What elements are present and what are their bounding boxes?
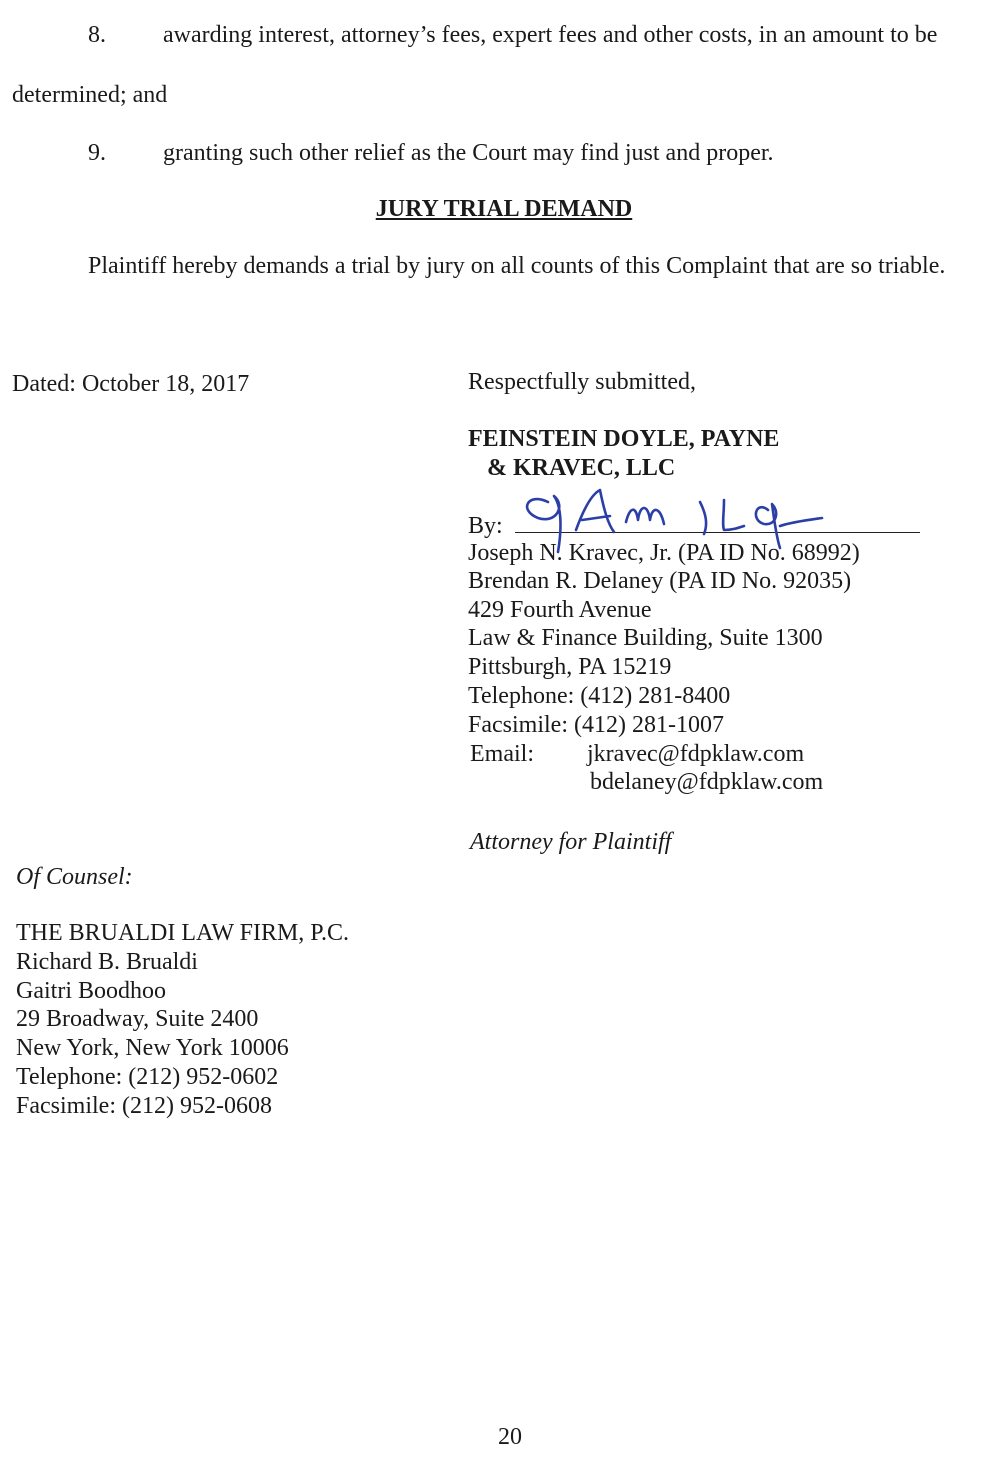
counsel-firm-name: THE BRUALDI LAW FIRM, P.C. [16,920,349,946]
counsel-line: Brendan R. Delaney (PA ID No. 92035) [468,568,852,594]
firm-name-line1: FEINSTEIN DOYLE, PAYNE [468,426,780,452]
address-line: New York, New York 10006 [16,1035,289,1061]
by-label: By: [468,513,503,539]
counsel-line: Gaitri Boodhoo [16,978,166,1004]
relief-item-number: 8. [88,22,106,48]
address-line: Pittsburgh, PA 15219 [468,654,672,680]
jury-trial-heading: JURY TRIAL DEMAND [375,196,633,222]
attorney-role: Attorney for Plaintiff [470,829,672,855]
closing-text: Respectfully submitted, [468,369,696,395]
telephone-line: Telephone: (212) 952-0602 [16,1064,279,1090]
relief-item-text: awarding interest, attorney’s fees, expert fees and other costs, in an amount to be [163,22,938,48]
firm-name-line2: & KRAVEC, LLC [487,455,676,481]
counsel-line: Richard B. Brualdi [16,949,198,975]
address-line: Law & Finance Building, Suite 1300 [468,625,823,651]
telephone-line: Telephone: (412) 281-8400 [468,683,731,709]
email-label: Email: [470,741,534,767]
dated-line: Dated: October 18, 2017 [12,371,250,397]
of-counsel-label: Of Counsel: [16,864,133,890]
jury-demand-text: Plaintiff hereby demands a trial by jury on all counts of this Complaint that are so triable. [88,253,946,279]
page-number: 20 [498,1424,522,1450]
facsimile-line: Facsimile: (412) 281-1007 [468,712,724,738]
facsimile-line: Facsimile: (212) 952-0608 [16,1093,272,1119]
relief-item-number: 9. [88,140,106,166]
email-address: bdelaney@fdpklaw.com [590,769,824,795]
relief-item-continuation: determined; and [12,82,168,108]
email-address: jkravec@fdpklaw.com [587,741,805,767]
counsel-line: Joseph N. Kravec, Jr. (PA ID No. 68992) [468,540,860,566]
relief-item-text: granting such other relief as the Court may find just and proper. [163,140,774,166]
address-line: 429 Fourth Avenue [468,597,652,623]
address-line: 29 Broadway, Suite 2400 [16,1006,259,1032]
